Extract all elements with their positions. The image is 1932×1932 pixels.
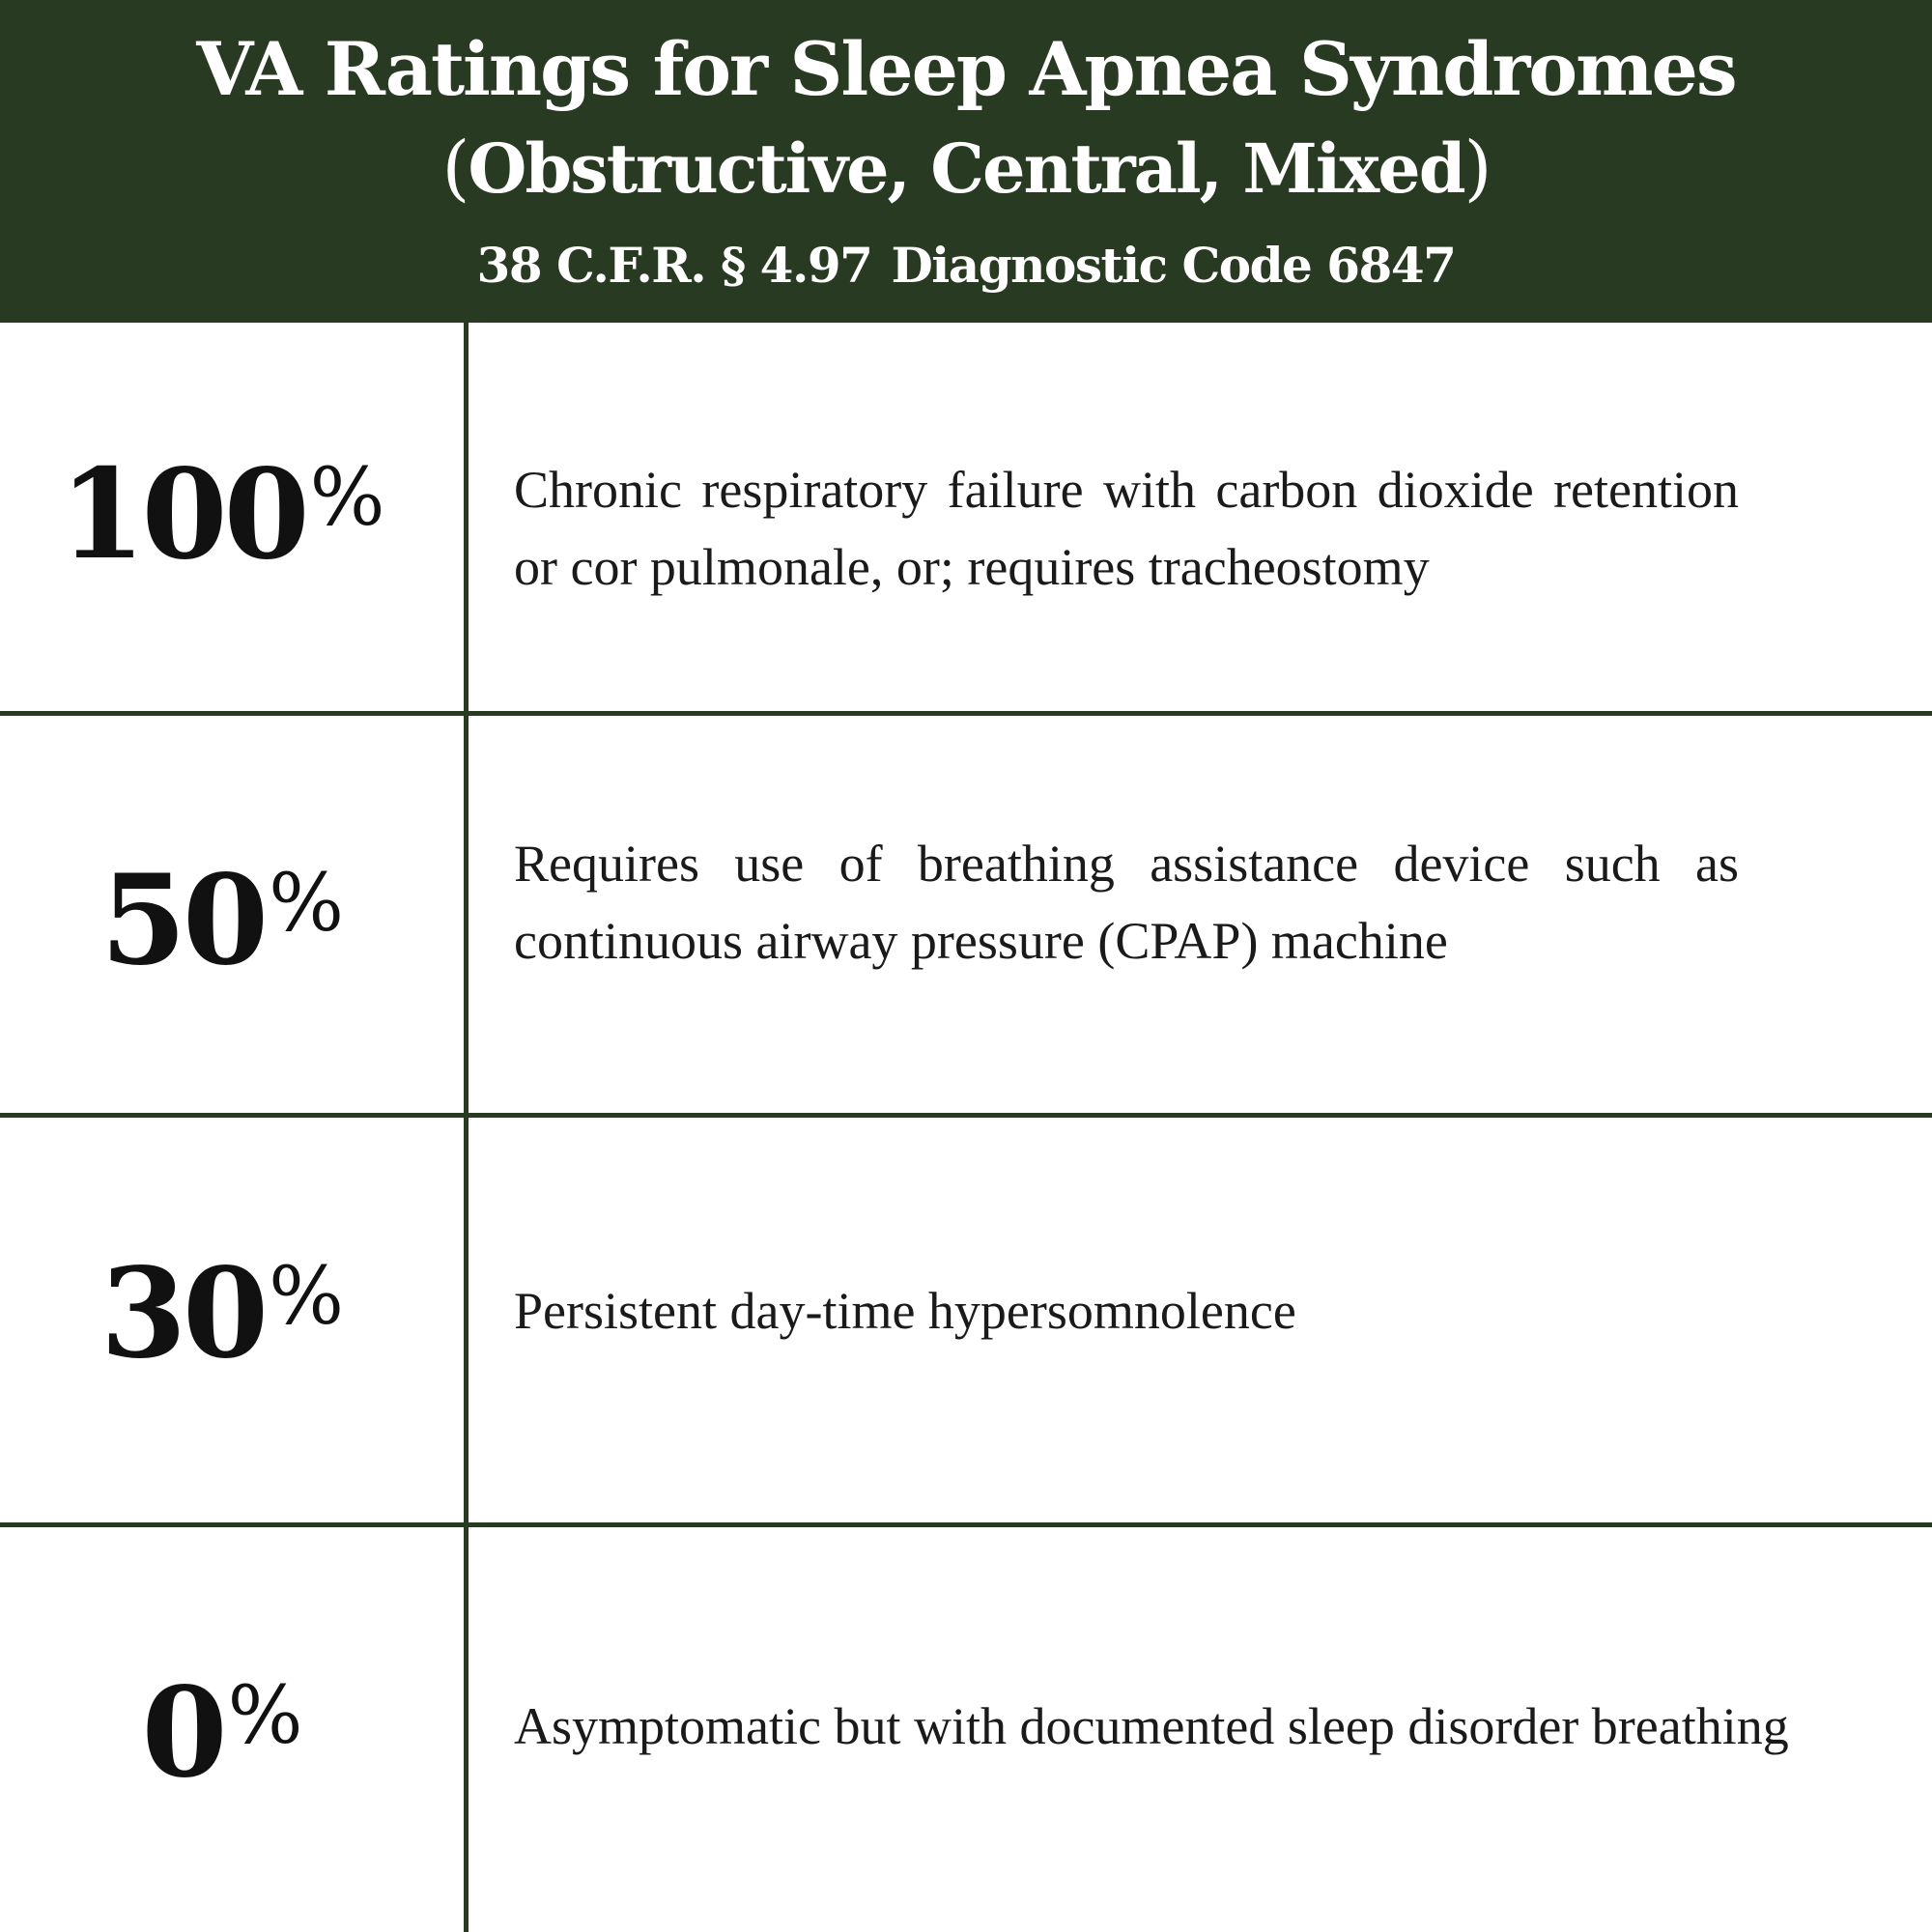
rating-50-percent (0, 848, 444, 993)
rating-value: 0 (141, 1661, 224, 1805)
cfr-citation: 38 C.F.R. § 4.97 (476, 237, 872, 294)
subtitle-text: Obstructive, Central, Mixed (468, 128, 1464, 209)
diagnostic-code: Diagnostic Code 6847 (891, 237, 1456, 294)
percent-sign: % (227, 1670, 303, 1762)
subtitle-open-paren: ( (441, 127, 469, 210)
page-title: VA Ratings for Sleep Apnea Syndromes (196, 26, 1736, 112)
percent-sign: % (269, 858, 345, 950)
rating-value: 50 (99, 848, 266, 993)
rating-100-percent (0, 442, 444, 587)
row-divider (0, 1522, 1932, 1527)
column-divider (464, 323, 469, 1932)
percent-sign: % (269, 1251, 345, 1343)
page-subtitle (0, 120, 1932, 217)
rating-0-percent (0, 1661, 444, 1805)
regulation-line (0, 232, 1932, 299)
ratings-table (0, 323, 1932, 1932)
rating-30-description: Persistent day-time hypersomnolence (514, 1282, 1296, 1340)
rating-100-description: Chronic respiratory failure with carbon dioxide retention or cor pulmonale, or; requires tracheostomy (514, 461, 1739, 596)
row-divider (0, 1113, 1932, 1118)
rating-0-description: Asymptomatic but with documented sleep disorder breathing (514, 1697, 1789, 1755)
percent-sign: % (309, 452, 385, 544)
subtitle-close-paren: ) (1463, 127, 1491, 210)
rating-value: 100 (59, 442, 306, 587)
rating-50-description: Requires use of breathing assistance device such as continuous airway pressure (CPAP) machine (514, 835, 1739, 970)
rating-value: 30 (99, 1241, 266, 1386)
row-divider (0, 711, 1932, 716)
rating-30-percent (0, 1241, 444, 1386)
header-banner (0, 0, 1932, 323)
